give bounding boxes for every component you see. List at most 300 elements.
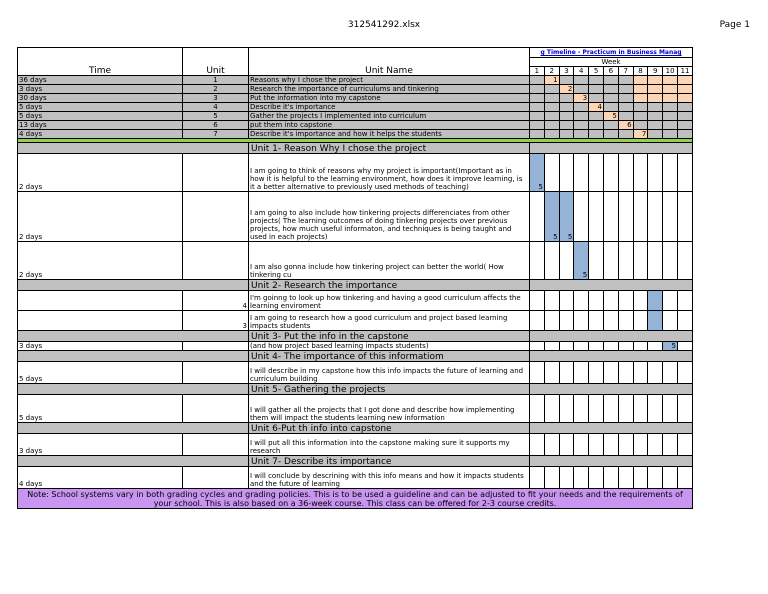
week-cell: [663, 434, 678, 456]
week-cell: [530, 94, 545, 103]
week-cell: [544, 112, 559, 121]
week-cell: [589, 362, 604, 384]
week-cell: [559, 121, 574, 130]
week-cell: [663, 76, 678, 85]
week-cell: [633, 342, 648, 351]
week-cell: [633, 242, 648, 280]
week-cell: [530, 434, 545, 456]
week-cell: [589, 154, 604, 192]
week-cell: [633, 154, 648, 192]
week-cell: [618, 242, 633, 280]
summary-row: [18, 85, 693, 94]
task-time: [18, 291, 183, 311]
week-cell: 5: [544, 192, 559, 242]
week-cell: [603, 121, 618, 130]
task-row: [18, 362, 693, 384]
week-number: 1: [530, 67, 545, 76]
week-cell: [589, 130, 604, 139]
week-cell: [677, 103, 692, 112]
task-description: I will gather all the projects that I got done and describe how implementing them will impact the students learning new information: [249, 395, 530, 423]
summary-unit: 5: [183, 112, 249, 121]
week-cell: [603, 76, 618, 85]
week-cell: [633, 291, 648, 311]
week-cell: [559, 311, 574, 331]
week-cell: [648, 242, 663, 280]
week-cell: [544, 291, 559, 311]
task-row: [18, 291, 693, 311]
unit-name-column-header: Unit Name: [249, 48, 530, 76]
week-cell: [618, 395, 633, 423]
week-cell: [603, 434, 618, 456]
unit-header-row: [18, 423, 693, 434]
week-cell: [603, 362, 618, 384]
week-cell: [589, 121, 604, 130]
summary-name: Put the information into my capstone: [249, 94, 530, 103]
week-cell: [574, 85, 589, 94]
summary-time: 36 days: [18, 76, 183, 85]
week-cell: [663, 395, 678, 423]
week-cell: 3: [574, 94, 589, 103]
task-time: 5 days: [18, 362, 183, 384]
week-cell: [574, 103, 589, 112]
week-cell: [589, 342, 604, 351]
week-cell: [603, 130, 618, 139]
week-cell: [544, 395, 559, 423]
week-cell: [633, 395, 648, 423]
week-cell: [663, 311, 678, 331]
task-time: 2 days: [18, 242, 183, 280]
week-cell: [530, 121, 545, 130]
week-cell: [677, 362, 692, 384]
week-cell: [574, 154, 589, 192]
week-cell: [677, 291, 692, 311]
week-cell: [677, 342, 692, 351]
unit-header-spacer: [18, 143, 249, 154]
week-cell: [633, 311, 648, 331]
week-cell: 1: [544, 76, 559, 85]
summary-row: [18, 76, 693, 85]
week-cell: [618, 192, 633, 242]
week-cell: [663, 291, 678, 311]
week-cell: [544, 154, 559, 192]
week-cell: [677, 154, 692, 192]
unit-header-weeks: [530, 351, 693, 362]
week-cell: [648, 85, 663, 94]
summary-unit: 3: [183, 94, 249, 103]
week-cell: [589, 192, 604, 242]
task-time: 3 days: [18, 342, 183, 351]
week-cell: 5: [559, 192, 574, 242]
task-unit: [183, 154, 249, 192]
week-cell: [648, 342, 663, 351]
week-cell: [633, 94, 648, 103]
week-cell: [618, 434, 633, 456]
week-cell: [648, 76, 663, 85]
week-cell: [544, 242, 559, 280]
week-cell: [544, 434, 559, 456]
week-cell: [530, 342, 545, 351]
summary-name: Research the importance of curriculums and tinkering: [249, 85, 530, 94]
week-cell: [677, 242, 692, 280]
unit-header-weeks: [530, 384, 693, 395]
note-row: [18, 489, 693, 509]
week-cell: [633, 85, 648, 94]
task-unit: [183, 362, 249, 384]
week-cell: 5: [663, 342, 678, 351]
week-cell: [544, 362, 559, 384]
week-cell: [589, 85, 604, 94]
week-cell: [574, 434, 589, 456]
summary-name: Describe it's importance and how it helps the students: [249, 130, 530, 139]
week-cell: [633, 467, 648, 489]
sheet-title: g Timeline - Practicum in Business Manag: [530, 48, 693, 58]
week-cell: [559, 76, 574, 85]
unit-header-spacer: [18, 384, 249, 395]
week-cell: [530, 311, 545, 331]
week-cell: [530, 112, 545, 121]
week-cell: [633, 76, 648, 85]
summary-name: put them into capstone: [249, 121, 530, 130]
unit-column-header: Unit: [183, 48, 249, 76]
week-cell: [589, 112, 604, 121]
week-cell: [648, 395, 663, 423]
week-cell: 5: [530, 154, 545, 192]
week-cell: [663, 192, 678, 242]
week-cell: [648, 434, 663, 456]
week-cell: [603, 467, 618, 489]
task-time: 2 days: [18, 192, 183, 242]
week-cell: [677, 311, 692, 331]
week-cell: [663, 362, 678, 384]
week-cell: [648, 467, 663, 489]
week-cell: [603, 242, 618, 280]
task-time: 2 days: [18, 154, 183, 192]
week-cell: [677, 130, 692, 139]
unit-title: Unit 4- The importance of this informatiom: [249, 351, 530, 362]
week-cell: [574, 192, 589, 242]
week-cell: 6: [618, 121, 633, 130]
week-cell: [589, 434, 604, 456]
unit-header-row: [18, 143, 693, 154]
week-cell: [530, 242, 545, 280]
summary-row: [18, 130, 693, 139]
task-unit: 4: [183, 291, 249, 311]
week-cell: [530, 395, 545, 423]
unit-header-spacer: [18, 456, 249, 467]
week-cell: [530, 467, 545, 489]
task-unit: [183, 434, 249, 456]
unit-header-spacer: [18, 423, 249, 434]
summary-name: Gather the projects I implemented into curriculum: [249, 112, 530, 121]
week-cell: 4: [589, 103, 604, 112]
week-cell: [663, 121, 678, 130]
task-unit: [183, 342, 249, 351]
summary-unit: 4: [183, 103, 249, 112]
week-cell: [603, 85, 618, 94]
week-number: 4: [574, 67, 589, 76]
week-cell: [574, 291, 589, 311]
week-cell: [589, 76, 604, 85]
task-row: [18, 467, 693, 489]
week-cell: [589, 242, 604, 280]
task-unit: [183, 395, 249, 423]
summary-row: [18, 121, 693, 130]
summary-row: [18, 112, 693, 121]
summary-time: 13 days: [18, 121, 183, 130]
week-cell: [559, 94, 574, 103]
week-number: 8: [633, 67, 648, 76]
week-cell: [603, 395, 618, 423]
week-number: 11: [677, 67, 692, 76]
week-cell: [559, 291, 574, 311]
week-cell: [663, 242, 678, 280]
week-cell: [663, 103, 678, 112]
task-description: I am going to think of reasons why my project is important(Important as in how it is helpful to the learning environment, how does it improve learning, is it a better alternative to previously used methods of teaching): [249, 154, 530, 192]
week-cell: [663, 85, 678, 94]
week-number: 5: [589, 67, 604, 76]
week-cell: [574, 130, 589, 139]
unit-title: Unit 5- Gathering the projects: [249, 384, 530, 395]
week-cell: [633, 112, 648, 121]
week-cell: [663, 130, 678, 139]
summary-row: [18, 103, 693, 112]
week-cell: [633, 192, 648, 242]
unit-header-weeks: [530, 143, 693, 154]
week-cell: [648, 311, 663, 331]
week-cell: [648, 112, 663, 121]
week-cell: [633, 434, 648, 456]
task-description: I am going to research how a good curriculum and project based learning impacts students: [249, 311, 530, 331]
summary-time: 30 days: [18, 94, 183, 103]
summary-name: Reasons why I chose the project: [249, 76, 530, 85]
unit-header-row: [18, 351, 693, 362]
week-cell: [530, 103, 545, 112]
summary-time: 5 days: [18, 112, 183, 121]
unit-header-weeks: [530, 280, 693, 291]
week-cell: [648, 362, 663, 384]
unit-title: Unit 2- Research the importance: [249, 280, 530, 291]
week-cell: [677, 434, 692, 456]
week-cell: [559, 112, 574, 121]
week-cell: [574, 342, 589, 351]
week-cell: [603, 311, 618, 331]
unit-title: Unit 7- Describe its importance: [249, 456, 530, 467]
week-cell: 5: [603, 112, 618, 121]
week-cell: [677, 192, 692, 242]
week-cell: [544, 311, 559, 331]
week-cell: [559, 242, 574, 280]
week-cell: [618, 130, 633, 139]
week-cell: [677, 76, 692, 85]
summary-unit: 2: [183, 85, 249, 94]
unit-header-spacer: [18, 280, 249, 291]
week-cell: [663, 467, 678, 489]
task-description: I will describe in my capstone how this info impacts the future of learning and curriculum building: [249, 362, 530, 384]
unit-header-row: [18, 456, 693, 467]
task-time: 3 days: [18, 434, 183, 456]
unit-header-spacer: [18, 351, 249, 362]
timeline-sheet: [17, 47, 693, 509]
week-cell: [559, 342, 574, 351]
week-cell: [544, 94, 559, 103]
week-cell: [648, 291, 663, 311]
week-cell: [603, 342, 618, 351]
note-text: Note: School systems vary in both grading cycles and grading policies. This is to be used a guideline and can be adjusted to fit your needs and the requirements of your school. This is also based on a 36-week course. This class can be offered for 2-3 course credits.: [18, 489, 693, 509]
week-cell: [559, 434, 574, 456]
week-cell: [544, 121, 559, 130]
week-cell: [618, 154, 633, 192]
week-cell: [663, 112, 678, 121]
week-cell: [530, 76, 545, 85]
task-description: (and how project based learning impacts students): [249, 342, 530, 351]
week-number: 2: [544, 67, 559, 76]
week-cell: [633, 362, 648, 384]
week-cell: [618, 362, 633, 384]
task-description: I will conclude by descrining with this info means and how it impacts students and the future of learning: [249, 467, 530, 489]
summary-row: [18, 94, 693, 103]
task-row: [18, 434, 693, 456]
week-cell: [589, 94, 604, 103]
unit-header-row: [18, 331, 693, 342]
week-cell: [603, 291, 618, 311]
week-cell: [559, 130, 574, 139]
task-row: [18, 192, 693, 242]
week-cell: [677, 467, 692, 489]
task-description: I'm goinng to look up how tinkering and having a good curriculum affects the learning enviroment: [249, 291, 530, 311]
week-cell: [574, 311, 589, 331]
task-description: I am also gonna include how tinkering project can better the world( How tinkering cu: [249, 242, 530, 280]
week-cell: [663, 154, 678, 192]
week-cell: [603, 154, 618, 192]
summary-unit: 1: [183, 76, 249, 85]
week-cell: [574, 121, 589, 130]
week-cell: [618, 311, 633, 331]
week-cell: [589, 467, 604, 489]
week-cell: [603, 192, 618, 242]
week-cell: [618, 103, 633, 112]
task-unit: 3: [183, 311, 249, 331]
task-time: 4 days: [18, 467, 183, 489]
week-cell: 2: [559, 85, 574, 94]
week-cell: [574, 362, 589, 384]
task-unit: [183, 467, 249, 489]
week-cell: [574, 112, 589, 121]
week-cell: [530, 130, 545, 139]
task-time: 5 days: [18, 395, 183, 423]
summary-unit: 6: [183, 121, 249, 130]
week-cell: [677, 94, 692, 103]
week-cell: [648, 192, 663, 242]
page-number: Page 1: [719, 20, 750, 30]
summary-time: 3 days: [18, 85, 183, 94]
unit-title: Unit 1- Reason Why I chose the project: [249, 143, 530, 154]
week-cell: [677, 395, 692, 423]
week-cell: [618, 85, 633, 94]
unit-title: Unit 3- Put the info in the capstone: [249, 331, 530, 342]
task-row: [18, 242, 693, 280]
week-cell: [544, 85, 559, 94]
week-cell: [544, 103, 559, 112]
week-cell: [648, 130, 663, 139]
week-cell: 5: [574, 242, 589, 280]
week-cell: [544, 467, 559, 489]
week-cell: [559, 362, 574, 384]
header-row: [18, 48, 693, 58]
week-cell: [648, 121, 663, 130]
task-description: I will put all this information into the capstone making sure it supports my research: [249, 434, 530, 456]
week-cell: [530, 291, 545, 311]
week-cell: [618, 94, 633, 103]
week-cell: [648, 103, 663, 112]
week-number: 7: [618, 67, 633, 76]
week-cell: [589, 291, 604, 311]
week-cell: [589, 395, 604, 423]
week-cell: [618, 112, 633, 121]
week-cell: [574, 395, 589, 423]
week-cell: [589, 311, 604, 331]
summary-time: 4 days: [18, 130, 183, 139]
unit-header-row: [18, 280, 693, 291]
week-cell: [618, 467, 633, 489]
task-time: [18, 311, 183, 331]
week-cell: [603, 94, 618, 103]
week-label: Week: [530, 58, 693, 67]
unit-header-row: [18, 384, 693, 395]
week-cell: [633, 121, 648, 130]
week-cell: [618, 76, 633, 85]
week-cell: [559, 103, 574, 112]
unit-header-weeks: [530, 456, 693, 467]
week-cell: [574, 467, 589, 489]
week-cell: [633, 103, 648, 112]
week-cell: [677, 112, 692, 121]
week-cell: [663, 94, 678, 103]
week-cell: [603, 103, 618, 112]
week-cell: [544, 130, 559, 139]
week-number: 6: [603, 67, 618, 76]
unit-header-spacer: [18, 331, 249, 342]
time-column-header: Time: [18, 48, 183, 76]
task-row: [18, 395, 693, 423]
task-row: [18, 154, 693, 192]
week-cell: [544, 342, 559, 351]
week-cell: [559, 467, 574, 489]
task-row: [18, 311, 693, 331]
summary-time: 5 days: [18, 103, 183, 112]
week-number: 9: [648, 67, 663, 76]
week-number: 10: [663, 67, 678, 76]
week-cell: [648, 154, 663, 192]
week-cell: [530, 362, 545, 384]
file-title: 312541292.xlsx: [347, 20, 421, 30]
week-cell: [559, 395, 574, 423]
summary-unit: 7: [183, 130, 249, 139]
task-unit: [183, 242, 249, 280]
unit-title: Unit 6-Put th info into capstone: [249, 423, 530, 434]
week-cell: [559, 154, 574, 192]
week-cell: [530, 192, 545, 242]
week-cell: [618, 291, 633, 311]
unit-header-weeks: [530, 423, 693, 434]
task-unit: [183, 192, 249, 242]
week-cell: [618, 342, 633, 351]
task-description: I am going to also include how tinkering projects differenciates from other projects( The learning outcomes of doing tinkering projects over previous projects, how much useful informaton, and techniques is being taught and used in each projects): [249, 192, 530, 242]
summary-name: Describe it's importance: [249, 103, 530, 112]
week-cell: [677, 121, 692, 130]
week-number: 3: [559, 67, 574, 76]
unit-header-weeks: [530, 331, 693, 342]
week-cell: [530, 85, 545, 94]
